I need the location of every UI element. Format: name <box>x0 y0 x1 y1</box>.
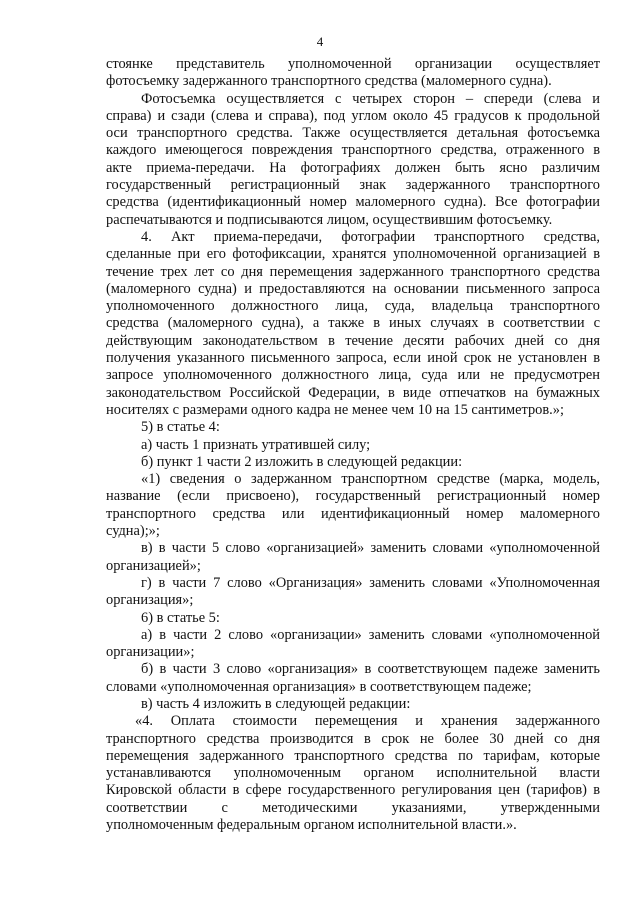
text-line: 5) в статье 4: <box>141 419 220 436</box>
text-line: средства (идентификационный номер маломерного судна). Все фотографии <box>106 194 600 211</box>
text-line: запросе уполномоченного должностного лица, суда или не предусмотрен <box>106 367 600 384</box>
text-line: б) пункт 1 части 2 изложить в следующей редакции: <box>141 453 463 470</box>
text-line: название (если присвоено), государственный регистрационный номер <box>106 488 600 505</box>
text-line: фотосъемку задержанного транспортного средства (маломерного судна). <box>106 73 552 90</box>
text-line: оси транспортного средства. Также осуществляется детальная фотосъемка <box>106 125 600 142</box>
text-line: 4. Акт приема-передачи, фотографии транспортного средства, <box>141 228 600 245</box>
text-line: организация»; <box>106 592 194 609</box>
text-line: транспортного средства или идентификационный номер маломерного <box>106 505 600 522</box>
text-line: соответствии с методическими указаниями, утвержденными <box>106 799 600 816</box>
text-line: течение трех лет со дня перемещения задержанного транспортного средства <box>106 263 600 280</box>
text-line: «4. Оплата стоимости перемещения и хранения задержанного <box>135 713 600 730</box>
text-line: перемещения задержанного транспортного средства по тарифам, которые <box>106 747 600 764</box>
text-line: сделанные при его фотофиксации, хранятся уполномоченной организацией в <box>106 246 600 263</box>
text-line: 6) в статье 5: <box>141 609 220 626</box>
text-line: судна);»; <box>106 523 160 540</box>
text-line: государственный регистрационный знак задержанного транспортного <box>106 177 600 194</box>
text-line: б) в части 3 слово «организация» в соответствующем падеже заменить <box>141 661 600 678</box>
text-line: стоянке представитель уполномоченной организации осуществляет <box>106 56 600 72</box>
text-line: распечатываются и подписываются лицом, осуществившим фотосъемку. <box>106 211 553 228</box>
text-line: уполномоченного должностного лица, суда, владельца транспортного <box>106 298 600 315</box>
text-line: средства (маломерного судна), а также в иных случаях в соответствии с <box>106 315 600 332</box>
text-line: акте приема-передачи. На фотографиях должен быть ясно различим <box>106 159 600 176</box>
text-line: получения указанного письменного запроса, если иной срок не установлен в <box>106 350 600 367</box>
text-line: каждого имеющегося повреждения транспортного средства, отраженного в <box>106 142 600 159</box>
text-line: справа) и сзади (слева и справа), под углом около 45 градусов к продольной <box>106 107 600 124</box>
text-line: действующим законодательством в течение десяти рабочих дней со дня <box>106 332 600 349</box>
text-line: а) часть 1 признать утратившей силу; <box>141 436 371 453</box>
text-line: организации»; <box>106 644 195 661</box>
text-line: (маломерного судна) и предоставляются на основании письменного запроса <box>106 280 600 297</box>
text-line: устанавливаются уполномоченным органом исполнительной власти <box>106 765 600 782</box>
text-line: в) в части 5 слово «организацией» заменить словами «уполномоченной <box>141 540 600 557</box>
text-line: словами «уполномоченная организация» в соответствующем падеже; <box>106 678 532 695</box>
text-line: г) в части 7 слово «Организация» заменить словами «Уполномоченная <box>141 574 600 591</box>
text-line: транспортного средства производится в срок не более 30 дней со дня <box>106 730 600 747</box>
text-line: Кировской области в сфере государственного регулирования цен (тарифов) в <box>106 782 600 799</box>
text-line: носителях с размерами одного кадра не менее чем 10 на 15 сантиметров.»; <box>106 401 564 418</box>
document-body <box>106 56 600 834</box>
text-line: в) часть 4 изложить в следующей редакции: <box>141 695 411 712</box>
page-number: 4 <box>316 34 324 49</box>
text-line: а) в части 2 слово «организации» заменить словами «уполномоченной <box>141 626 600 643</box>
text-line: «1) сведения о задержанном транспортном средстве (марка, модель, <box>141 471 600 488</box>
text-line: уполномоченным федеральным органом исполнительной власти.». <box>106 817 517 834</box>
text-line: законодательством Российской Федерации, в виде отпечатков на бумажных <box>106 384 600 401</box>
text-line: организацией»; <box>106 557 201 574</box>
text-line: Фотосъемка осуществляется с четырех сторон – спереди (слева и <box>141 90 600 107</box>
